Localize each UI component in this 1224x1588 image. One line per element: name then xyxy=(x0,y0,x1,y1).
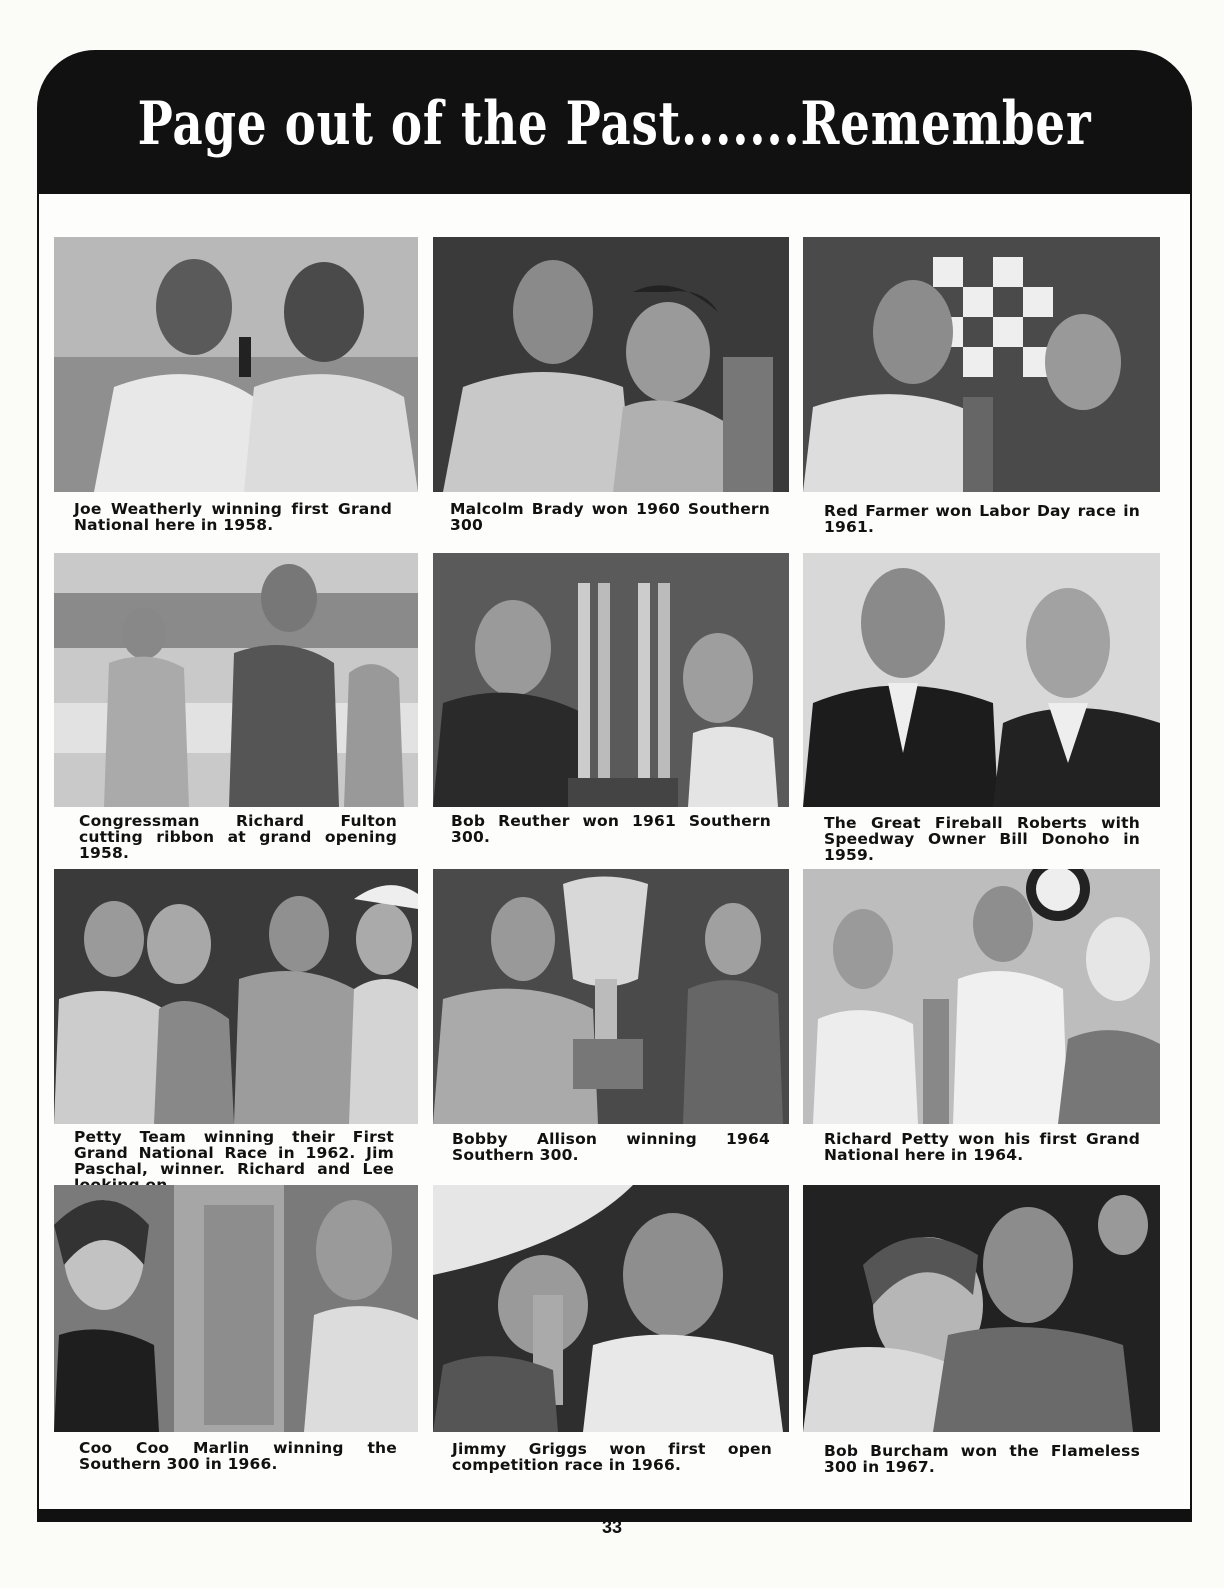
caption-12: Bob Burcham won the Flameless 300 in 1967. xyxy=(824,1442,1140,1476)
photo-joe-weatherly xyxy=(54,237,418,492)
caption-4: Congressman Richard Fulton cutting ribbon at grand opening 1958. xyxy=(79,812,397,862)
photo-richard-petty xyxy=(803,869,1160,1124)
photo-bob-burcham xyxy=(803,1185,1160,1432)
caption-2: Malcolm Brady won 1960 Southern 300 xyxy=(450,500,770,534)
caption-8: Bobby Allison winning 1964 Southern 300. xyxy=(452,1130,770,1164)
caption-3: Red Farmer won Labor Day race in 1961. xyxy=(824,502,1140,536)
page-title: Page out of the Past.......Remember xyxy=(137,89,1092,159)
caption-10: Coo Coo Marlin winning the Southern 300 in 1966. xyxy=(79,1439,397,1473)
caption-5: Bob Reuther won 1961 Southern 300. xyxy=(451,812,771,846)
photo-richard-fulton xyxy=(54,553,418,807)
photo-coo-coo-marlin xyxy=(54,1185,418,1432)
caption-1: Joe Weatherly winning first Grand National here in 1958. xyxy=(74,500,392,534)
photo-red-farmer xyxy=(803,237,1160,492)
photo-fireball-roberts xyxy=(803,553,1160,807)
photo-bobby-allison xyxy=(433,869,789,1124)
photo-jimmy-griggs xyxy=(433,1185,789,1432)
photo-bob-reuther xyxy=(433,553,789,807)
caption-9: Richard Petty won his first Grand National here in 1964. xyxy=(824,1130,1140,1164)
photo-petty-team xyxy=(54,869,418,1124)
photo-malcolm-brady xyxy=(433,237,789,492)
caption-11: Jimmy Griggs won first open competition race in 1966. xyxy=(452,1440,772,1474)
page-number: 33 xyxy=(601,1517,623,1537)
caption-6: The Great Fireball Roberts with Speedway Owner Bill Donoho in 1959. xyxy=(824,814,1140,864)
caption-7: Petty Team winning their First Grand National Race in 1962. Jim Paschal, winner. Richard and Lee xyxy=(74,1128,394,1178)
